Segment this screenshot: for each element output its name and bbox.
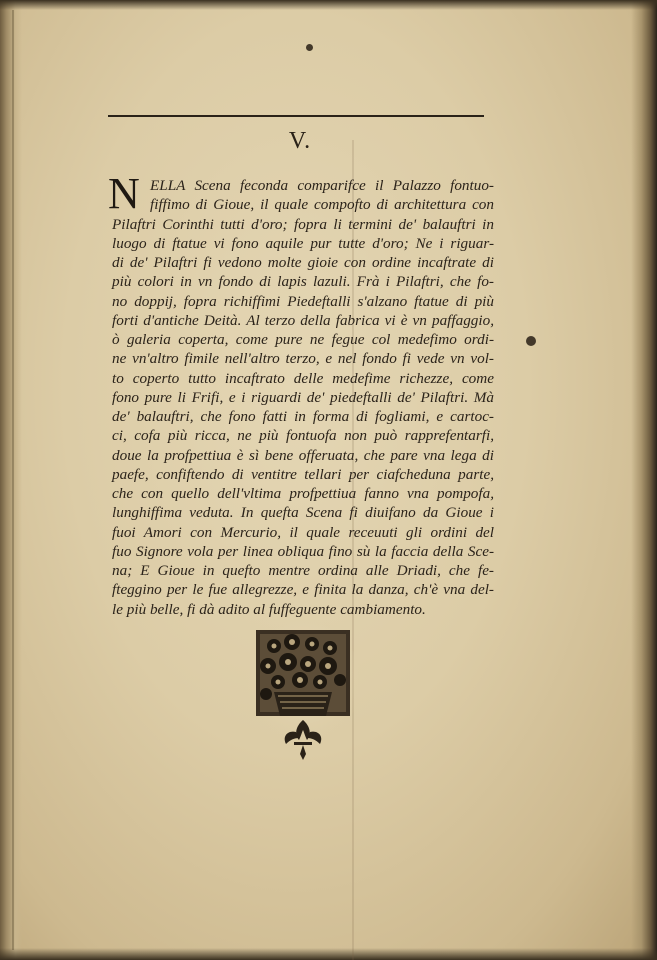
- text-line: no doppij, fopra richiffimi Piedeftalli s'alzano ftatue di più: [112, 292, 494, 310]
- text-line: ò galeria coperta, come pure ne fegue col medefimo ordi-: [112, 331, 494, 348]
- text-line: Pilaftri Corinthi tutti d'oro; fopra li termini de' balauftri in: [112, 215, 494, 233]
- text-line: lunghiffima veduta. In quefta Scena fi diuifano da Gioue i: [112, 504, 494, 522]
- text-line: na; E Gioue in quefto mentre ordina alle Driadi, che fe-: [112, 562, 494, 579]
- body-paragraph: [112, 176, 494, 619]
- text-line: fteggino per le fue allegrezze, e finita la danza, ch'è vna del-: [112, 581, 494, 599]
- gutter-line: [12, 10, 14, 950]
- text-line: de' balauftri, che fono fatti in forma di fogliami, e cartoc-: [112, 408, 494, 425]
- page-top-edge: [0, 0, 657, 10]
- header-rule: [108, 115, 484, 117]
- text-line: fiffimo di Gioue, il quale compofto di architettura con: [150, 196, 494, 214]
- text-line: forti d'antiche Deità. Al terzo della fabrica vi è vn paffaggio,: [112, 311, 494, 329]
- text-line: ci, cofa più ricca, ne più fontuofa non può rapprefentarfi,: [112, 427, 494, 445]
- text-line: luogo di ftatue vi fono aquile pur tutte d'oro; Ne i riguar-: [112, 234, 494, 252]
- fleuron-flower-basket-icon: [244, 620, 362, 762]
- text-line: di de' Pilaftri fi vedono molte gioie con ordine incaftrate di: [112, 254, 494, 271]
- text-line: to coperto tutto incaftrato delle medefime richezze, come: [112, 369, 494, 387]
- page-left-edge: [0, 0, 22, 960]
- text-line: paefe, confiftendo di ventitre tellari per ciafcheduna parte,: [112, 465, 494, 483]
- text-line: le più belle, fi dà adito al fuffeguente cambiamento.: [112, 600, 426, 618]
- text-line: che con quello dell'vltima profpettiua fanno vna pompofa,: [112, 485, 494, 502]
- page-bottom-edge: [0, 948, 657, 960]
- chapter-numeral: V.: [288, 128, 312, 154]
- text-line: doue la profpettiua è sì bene offeruata, che pare vna lega di: [112, 446, 494, 464]
- ink-spot: [306, 44, 313, 51]
- text-line: più colori in vn fondo di lapis lazuli. Frà i Pilaftri, che fo-: [112, 273, 494, 291]
- ink-spot: [526, 336, 536, 346]
- text-line: ne vn'altro fimile nell'altro terzo, e nel fondo fi vede vn vol-: [112, 350, 494, 368]
- text-line: ELLA Scena feconda comparifce il Palazzo fontuo-: [150, 177, 494, 194]
- text-line: fuo Signore vola per linea obliqua fino sù la faccia della Sce-: [112, 542, 494, 560]
- text-line: fono pure li Frifi, e i riguardi de' piedeftalli de' Pilaftri. Mà: [112, 388, 494, 406]
- drop-cap: N: [108, 169, 140, 218]
- page-right-edge: [631, 0, 657, 960]
- text-line: fuoi Amori con Mercurio, il quale receuuti gli ordini del: [112, 523, 494, 541]
